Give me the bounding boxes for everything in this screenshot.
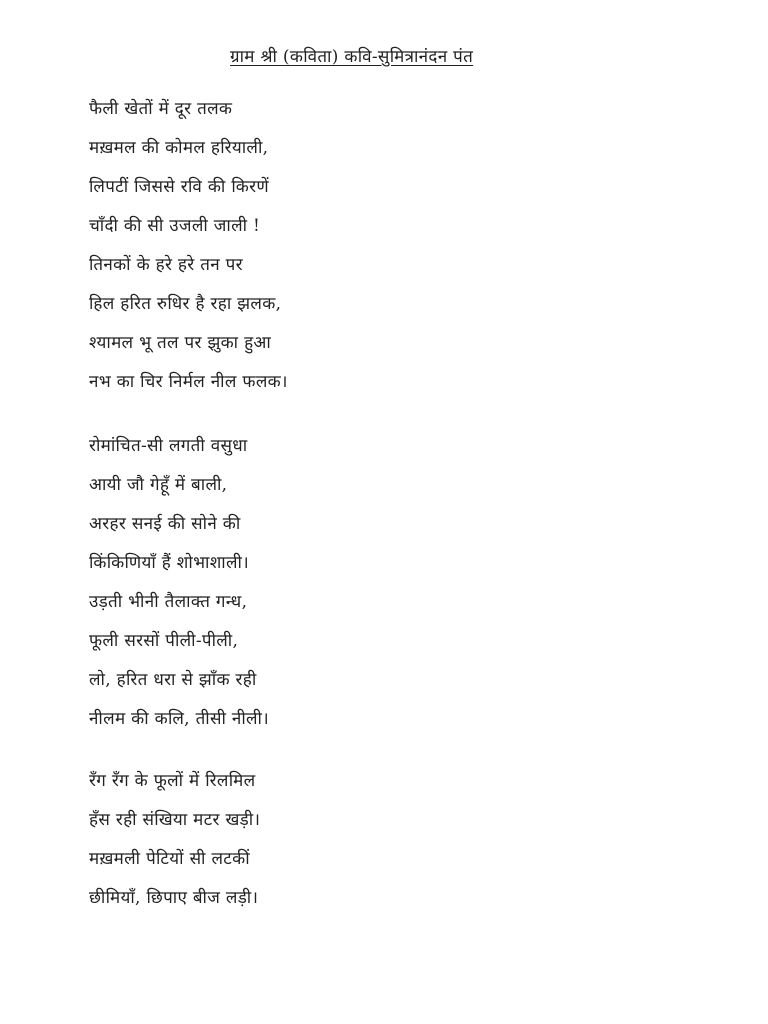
poem-line: चाँदी की सी उजली जाली ! [89, 216, 261, 236]
poem-line: लो, हरित धरा से झाँक रही [89, 670, 257, 690]
poem-line: अरहर सनई की सोने की [89, 514, 241, 534]
poem-line: रँग रँग के फूलों में रिलमिल [89, 771, 256, 791]
stanza-3 [89, 762, 260, 918]
poem-line: आयी जौ गेहूँ में बाली, [89, 475, 228, 495]
poem-line: लिपटीं जिससे रवि की किरणें [89, 177, 269, 197]
poem-line: उड़ती भीनी तैलाक्त गन्ध, [89, 592, 248, 612]
poem-line: नभ का चिर निर्मल नील फलक। [89, 372, 288, 392]
poem-line: मख़मली पेटियों सी लटकीं [89, 849, 250, 869]
poem-line: मख़मल की कोमल हरियाली, [89, 138, 269, 158]
page-title: ग्राम श्री (कविता) कवि-सुमित्रानंदन पंत [230, 47, 474, 67]
poem-line: किंकिणियाँ हैं शोभाशाली। [89, 553, 249, 573]
poem-line: रोमांचित-सी लगती वसुधा [89, 436, 248, 456]
stanza-2 [89, 427, 269, 739]
poem-line: तिनकों के हरे हरे तन पर [89, 255, 243, 275]
poem-line: श्यामल भू तल पर झुका हुआ [89, 333, 272, 353]
poem-line: हँस रही संखिया मटर खड़ी। [89, 810, 261, 830]
poem-line: फूली सरसों पीली-पीली, [89, 631, 239, 651]
stanza-1 [89, 90, 288, 402]
poem-line: नीलम की कलि, तीसी नीली। [89, 709, 269, 729]
poem-line: फैली खेतों में दूर तलक [89, 99, 233, 119]
poem-line: छीमियाँ, छिपाए बीज लड़ी। [89, 888, 259, 908]
poem-line: हिल हरित रुधिर है रहा झलक, [89, 294, 282, 314]
